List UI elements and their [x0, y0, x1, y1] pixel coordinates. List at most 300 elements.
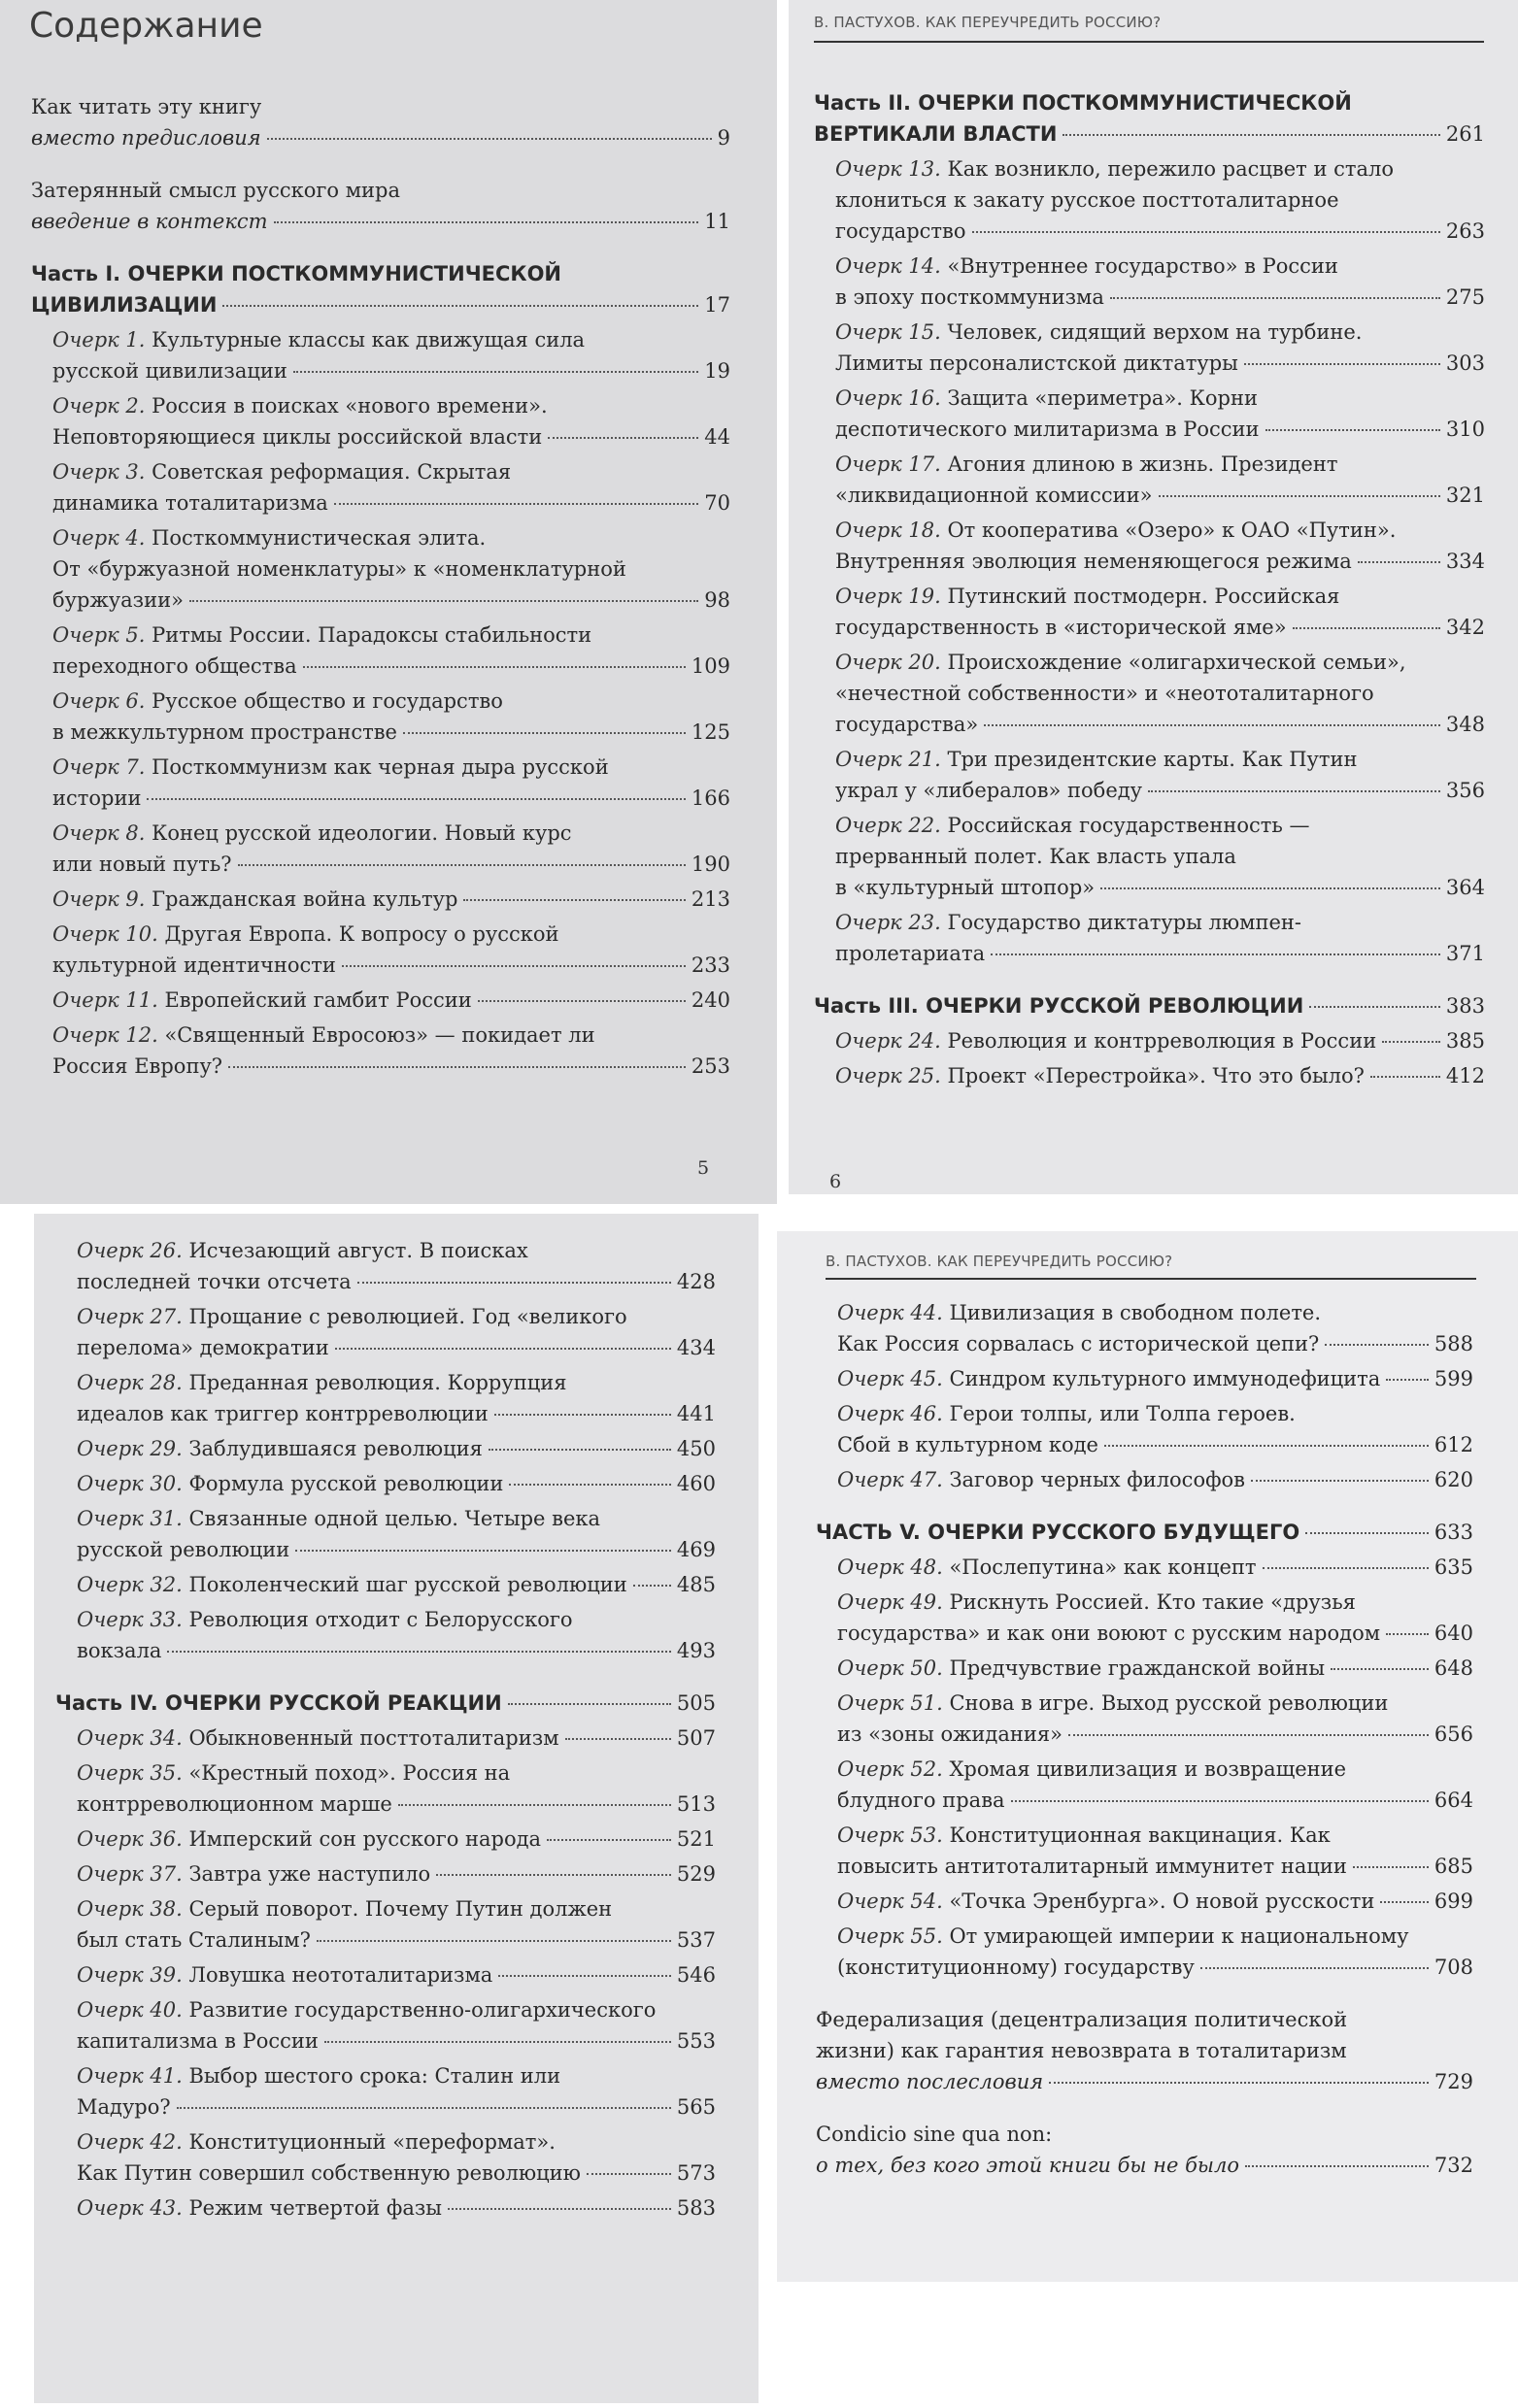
entry-line	[835, 546, 1485, 577]
entry-line	[835, 414, 1485, 445]
entry-line	[835, 383, 1485, 414]
essay-title: Посткоммунизм как черная дыра русской	[152, 755, 609, 779]
part-title: ЦИВИЛИЗАЦИИ	[31, 293, 218, 317]
dot-leader	[403, 732, 686, 734]
page-ref: 11	[704, 210, 730, 233]
essay-label: Очерк 55.	[837, 1924, 943, 1948]
dot-leader	[335, 1348, 671, 1350]
essay-title: Поколенческий шаг русской революции	[188, 1573, 627, 1596]
header-rule	[826, 1278, 1476, 1280]
essay-label: Очерк 12.	[52, 1023, 158, 1047]
entry-line	[52, 717, 730, 748]
essay-label: Очерк 37.	[77, 1862, 183, 1886]
dot-leader	[167, 1651, 670, 1653]
entry-title	[77, 2192, 442, 2224]
entry-line	[52, 950, 730, 981]
dot-leader	[222, 305, 698, 307]
essay-label: Очерк 3.	[52, 460, 146, 484]
toc-page-7	[34, 1214, 759, 2403]
essay-label: Очерк 53.	[837, 1823, 943, 1847]
essay-entry	[31, 619, 730, 682]
essay-title: Гражданская война культур	[152, 887, 458, 911]
page-ref: 685	[1434, 1855, 1473, 1878]
essay-label: Очерк 1.	[52, 328, 146, 351]
essay-title: Советская реформация. Скрытая	[152, 460, 512, 484]
entry-line	[835, 709, 1485, 740]
front-matter-entry	[31, 175, 730, 237]
entry-line	[52, 355, 730, 386]
dot-leader	[357, 1282, 671, 1284]
essay-entry	[816, 1820, 1473, 1882]
page-ref: 640	[1434, 1622, 1473, 1645]
essay-label: Очерк 13.	[835, 157, 941, 181]
essay-label: Очерк 19.	[835, 585, 941, 608]
toc-page-8	[777, 1231, 1518, 2282]
essay-title-end: пролетариата	[835, 942, 986, 965]
entry-line	[837, 1820, 1473, 1851]
essay-title-end: в «культурный штопор»	[835, 876, 1096, 899]
dot-leader	[1386, 1379, 1429, 1381]
entry-title	[77, 1959, 492, 1990]
dot-leader	[1244, 363, 1440, 365]
essay-title: Развитие государственно-олигархического	[188, 1998, 657, 2022]
page-ref: 553	[676, 2029, 716, 2053]
page-ref: 364	[1445, 876, 1485, 899]
essay-entry	[31, 390, 730, 452]
essay-title: Агония длиною в жизнь. Президент	[947, 452, 1338, 476]
entry-title	[77, 1468, 503, 1499]
essay-label: Очерк 29.	[77, 1437, 183, 1460]
entry-line: Condicio sine qua non:	[816, 2123, 1053, 2146]
page-ref: 546	[676, 1963, 716, 1987]
essay-entry	[814, 1060, 1485, 1091]
essay-title: Ритмы России. Парадоксы стабильности	[152, 623, 592, 647]
entry-line	[835, 907, 1485, 938]
page-ref: 233	[691, 953, 730, 977]
essay-title-end: капитализма в России	[77, 2029, 319, 2053]
essay-title-end: государства»	[835, 713, 979, 736]
dot-leader	[991, 953, 1440, 955]
entry-line	[52, 818, 730, 849]
front-matter-entry	[816, 2004, 1473, 2097]
dot-leader	[565, 1738, 671, 1740]
dot-leader	[1331, 1668, 1429, 1670]
essay-title-end: переходного общества	[52, 654, 297, 678]
page-ref: 537	[676, 1928, 716, 1952]
essay-entry	[31, 919, 730, 981]
dot-leader	[587, 2173, 671, 2175]
entry-title	[837, 1464, 1245, 1495]
essay-title-end: блудного права	[837, 1789, 1005, 1812]
entry-line	[52, 421, 730, 452]
essay-entry	[55, 1235, 716, 1297]
entry-line	[835, 1060, 1485, 1091]
entry-line	[77, 1789, 716, 1820]
entry-line: Часть I. ОЧЕРКИ ПОСТКОММУНИСТИЧЕСКОЙ	[31, 262, 562, 285]
essay-title: Предчувствие гражданской войны	[949, 1656, 1326, 1680]
essay-label: Очерк 6.	[52, 689, 146, 713]
essay-title: Конституционная вакцинация. Как	[949, 1823, 1331, 1847]
essay-title-end: перелома» демократии	[77, 1336, 329, 1359]
essay-label: Очерк 5.	[52, 623, 146, 647]
page-ref: 648	[1434, 1656, 1473, 1680]
essay-entry	[814, 1025, 1485, 1056]
essay-label: Очерк 21.	[835, 748, 941, 771]
part-title: ВЕРТИКАЛИ ВЛАСТИ	[814, 122, 1058, 146]
entry-line	[77, 2157, 716, 2189]
essay-title: Путинский постмодерн. Российская	[947, 585, 1340, 608]
entry-line	[837, 1363, 1473, 1394]
essay-title: «Внутреннее государство» в России	[947, 254, 1338, 278]
essay-entry	[816, 1363, 1473, 1394]
page-ref: 213	[691, 887, 730, 911]
essay-title: Русское общество и государство	[152, 689, 503, 713]
entry-subtitle: вместо послесловия	[816, 2070, 1044, 2093]
page-ref: 620	[1434, 1468, 1473, 1491]
essay-label: Очерк 8.	[52, 821, 146, 845]
essay-entry	[816, 1886, 1473, 1917]
entry-line	[816, 2066, 1473, 2097]
essay-title: Завтра уже наступило	[188, 1862, 431, 1886]
dot-leader	[1104, 1445, 1429, 1447]
essay-entry	[816, 1552, 1473, 1583]
dot-leader	[1293, 627, 1440, 629]
essay-label: Очерк 46.	[837, 1402, 943, 1425]
entry-line	[55, 1688, 716, 1719]
essay-entry	[816, 1921, 1473, 1983]
essay-entry	[55, 1994, 716, 2057]
entry-line	[837, 1688, 1473, 1719]
dot-leader	[972, 231, 1440, 233]
essay-title: Преданная революция. Коррупция	[188, 1371, 567, 1394]
entry-line	[52, 619, 730, 651]
page-ref: 321	[1445, 484, 1485, 507]
dot-leader	[324, 2041, 671, 2043]
part-entry	[55, 1688, 716, 1719]
essay-entry	[814, 251, 1485, 313]
essay-title-end: последней точки отсчета	[77, 1270, 352, 1293]
essay-title: Европейский гамбит России	[164, 988, 472, 1012]
page-ref: 612	[1434, 1433, 1473, 1456]
entry-line	[837, 1785, 1473, 1816]
entry-line	[835, 810, 1485, 841]
dot-leader	[1265, 429, 1440, 431]
page-ref: 656	[1434, 1722, 1473, 1746]
essay-title-end: Как Россия сорвалась с исторической цепи?	[837, 1332, 1320, 1355]
entry-line: Федерализация (децентрализация политической	[816, 2008, 1348, 2031]
entry-line	[835, 872, 1485, 903]
essay-title: Российская государственность —	[947, 814, 1310, 837]
page-ref: 253	[691, 1054, 730, 1078]
essay-title: Заблудившаяся революция	[188, 1437, 483, 1460]
entry-line: «нечестной собственности» и «неототалитарного	[835, 682, 1374, 705]
essay-label: Очерк 36.	[77, 1827, 183, 1851]
page-number: 5	[697, 1157, 710, 1179]
essay-title: Государство диктатуры люмпен-	[947, 911, 1301, 934]
essay-title-end: культурной идентичности	[52, 953, 336, 977]
dot-leader	[334, 503, 699, 505]
entry-line	[77, 2126, 716, 2157]
essay-title-end: динамика тоталитаризма	[52, 491, 328, 515]
entry-line	[816, 1517, 1473, 1548]
essay-title: Герои толпы, или Толпа героев.	[949, 1402, 1296, 1425]
dot-leader	[509, 1484, 670, 1486]
entry-line	[31, 122, 730, 153]
toc-list	[55, 1235, 716, 2224]
essay-title: Революция отходит с Белорусского	[188, 1608, 573, 1631]
essay-label: Очерк 51.	[837, 1691, 943, 1715]
essay-entry	[31, 522, 730, 616]
essay-title: Конец русской идеологии. Новый курс	[152, 821, 572, 845]
essay-label: Очерк 14.	[835, 254, 941, 278]
page-ref: 356	[1445, 779, 1485, 802]
essay-entry	[55, 2192, 716, 2224]
essay-title-end: контрреволюционном марше	[77, 1792, 392, 1816]
essay-entry	[55, 1367, 716, 1429]
page-ref: 434	[676, 1336, 716, 1359]
essay-title: Хромая цивилизация и возвращение	[949, 1757, 1347, 1781]
page-ref: 573	[676, 2161, 716, 2185]
essay-label: Очерк 28.	[77, 1371, 183, 1394]
entry-line	[835, 647, 1485, 678]
dot-leader	[494, 1414, 671, 1416]
entry-line	[835, 775, 1485, 806]
essay-label: Очерк 20.	[835, 651, 941, 674]
essay-label: Очерк 49.	[837, 1590, 943, 1614]
essay-label: Очерк 31.	[77, 1507, 183, 1530]
entry-title	[837, 1653, 1325, 1684]
essay-entry	[31, 818, 730, 880]
essay-title: Россия в поисках «нового времени».	[152, 394, 548, 418]
dot-leader	[633, 1585, 671, 1587]
essay-entry	[55, 2060, 716, 2123]
essay-title: Проект «Перестройка». Что это было?	[947, 1064, 1365, 1087]
essay-title-end: Россия Европу?	[52, 1054, 223, 1078]
page-ref: 729	[1434, 2070, 1473, 2093]
entry-line	[52, 324, 730, 355]
entry-line	[31, 289, 730, 320]
essay-title-end: (конституционному) государству	[837, 1956, 1195, 1979]
essay-entry	[55, 1604, 716, 1666]
essay-label: Очерк 32.	[77, 1573, 183, 1596]
entry-title	[837, 1552, 1257, 1583]
entry-line	[814, 990, 1485, 1021]
essay-title-end: был стать Сталиным?	[77, 1928, 311, 1952]
entry-line	[52, 651, 730, 682]
essay-title: Конституционный «переформат».	[188, 2130, 556, 2154]
entry-line	[835, 581, 1485, 612]
toc-page-6	[789, 0, 1518, 1194]
dot-leader	[1200, 1967, 1429, 1969]
entry-line: прерванный полет. Как власть упала	[835, 845, 1236, 868]
running-head: В. ПАСТУХОВ. КАК ПЕРЕУЧРЕДИТЬ РОССИЮ?	[814, 14, 1162, 31]
essay-title: Как возникло, пережило расцвет и стало	[947, 157, 1394, 181]
essay-label: Очерк 4.	[52, 526, 146, 550]
essay-title-end: в межкультурном пространстве	[52, 720, 397, 744]
entry-title	[52, 985, 472, 1016]
dot-leader	[303, 666, 686, 668]
entry-line	[77, 1823, 716, 1855]
dot-leader	[1245, 2165, 1429, 2167]
essay-title-end: Сбой в культурном коде	[837, 1433, 1098, 1456]
entry-line	[835, 449, 1485, 480]
essay-entry	[814, 515, 1485, 577]
essay-title: Снова в игре. Выход русской революции	[949, 1691, 1389, 1715]
essay-entry	[814, 449, 1485, 511]
dot-leader	[1353, 1866, 1429, 1868]
essay-title: Серый поворот. Почему Путин должен	[188, 1897, 613, 1921]
essay-label: Очерк 42.	[77, 2130, 183, 2154]
entry-line: От «буржуазной номенклатуры» к «номенклатурной	[52, 557, 626, 581]
essay-title: Три президентские карты. Как Путин	[947, 748, 1358, 771]
essay-label: Очерк 39.	[77, 1963, 183, 1987]
essay-title: «Точка Эренбурга». О новой русскости	[949, 1890, 1375, 1913]
dot-leader	[147, 798, 685, 800]
essay-label: Очерк 33.	[77, 1608, 183, 1631]
essay-label: Очерк 54.	[837, 1890, 943, 1913]
part-entry	[816, 1517, 1473, 1548]
essay-title: «Послепутина» как концепт	[949, 1555, 1257, 1579]
essay-label: Очерк 44.	[837, 1301, 943, 1324]
essay-entry	[55, 1959, 716, 1990]
front-matter-entry	[31, 91, 730, 153]
entry-line	[77, 1503, 716, 1534]
dot-leader	[548, 437, 698, 439]
entry-line	[837, 1851, 1473, 1882]
dot-leader	[295, 1550, 671, 1552]
essay-entry	[816, 1653, 1473, 1684]
part-entry	[31, 258, 730, 320]
dot-leader	[1386, 1633, 1429, 1635]
dot-leader	[1325, 1344, 1429, 1346]
entry-line	[77, 1468, 716, 1499]
page-ref: 44	[704, 425, 730, 449]
dot-leader	[498, 1975, 671, 1977]
essay-label: Очерк 7.	[52, 755, 146, 779]
essay-entry	[816, 1688, 1473, 1750]
essay-title-end: деспотического милитаризма в России	[835, 418, 1260, 441]
entry-title	[837, 1363, 1380, 1394]
essay-title: Происхождение «олигархической семьи»,	[947, 651, 1406, 674]
essay-label: Очерк 25.	[835, 1064, 941, 1087]
entry-line	[77, 1635, 716, 1666]
toc-page-5	[0, 0, 777, 1204]
entry-line	[835, 612, 1485, 643]
essay-entry	[31, 985, 730, 1016]
entry-line	[837, 1952, 1473, 1983]
dot-leader	[508, 1703, 671, 1705]
dot-leader	[398, 1804, 671, 1806]
dot-leader	[267, 138, 712, 140]
dot-leader	[1011, 1800, 1429, 1802]
dot-leader	[1309, 1006, 1440, 1008]
page-ref: 699	[1434, 1890, 1473, 1913]
entry-line	[835, 1025, 1485, 1056]
essay-label: Очерк 27.	[77, 1305, 183, 1328]
page-ref: 507	[676, 1726, 716, 1750]
entry-line	[52, 686, 730, 717]
part-title: ЧАСТЬ V. ОЧЕРКИ РУССКОГО БУДУЩЕГО	[816, 1521, 1300, 1544]
entry-title	[77, 1433, 483, 1464]
part-title: Часть III. ОЧЕРКИ РУССКОЙ РЕВОЛЮЦИИ	[814, 994, 1304, 1018]
dot-leader	[228, 1066, 686, 1068]
essay-label: Очерк 23.	[835, 911, 941, 934]
entry-line	[31, 206, 730, 237]
page-ref: 240	[691, 988, 730, 1012]
dot-leader	[1148, 790, 1440, 792]
essay-entry	[814, 581, 1485, 643]
essay-title: Культурные классы как движущая сила	[152, 328, 586, 351]
entry-line	[52, 456, 730, 487]
page-ref: 310	[1445, 418, 1485, 441]
essay-title: Исчезающий август. В поисках	[188, 1239, 528, 1262]
essay-title: Заговор черных философов	[949, 1468, 1245, 1491]
dot-leader	[1263, 1567, 1429, 1569]
essay-label: Очерк 47.	[837, 1468, 943, 1491]
essay-title: Другая Европа. К вопросу о русской	[164, 922, 559, 946]
entry-line	[77, 1367, 716, 1398]
entry-line	[837, 1618, 1473, 1649]
running-head: В. ПАСТУХОВ. КАК ПЕРЕУЧРЕДИТЬ РОССИЮ?	[826, 1253, 1173, 1270]
dot-leader	[1358, 561, 1440, 563]
entry-subtitle: о тех, без кого этой книги бы не было	[816, 2154, 1240, 2177]
essay-label: Очерк 41.	[77, 2064, 183, 2088]
essay-title-end: государства» и как они воюют с русским народом	[837, 1622, 1381, 1645]
essay-label: Очерк 52.	[837, 1757, 943, 1781]
essay-label: Очерк 24.	[835, 1029, 941, 1053]
page-ref: 469	[676, 1538, 716, 1561]
toc-list	[814, 87, 1485, 1091]
dot-leader	[1049, 2082, 1429, 2084]
entry-line	[77, 1924, 716, 1956]
essay-label: Очерк 11.	[52, 988, 158, 1012]
page-ref: 348	[1445, 713, 1485, 736]
essay-title: Синдром культурного иммунодефицита	[949, 1367, 1381, 1390]
essay-entry	[31, 1020, 730, 1082]
entry-line	[835, 515, 1485, 546]
page-ref: 303	[1445, 351, 1485, 375]
essay-title: Прощание с революцией. Год «великого	[188, 1305, 627, 1328]
entry-line	[77, 1757, 716, 1789]
essay-title-end: или новый путь?	[52, 853, 232, 876]
entry-line	[835, 251, 1485, 282]
essay-entry	[814, 317, 1485, 379]
essay-title-end: Лимиты персоналистской диктатуры	[835, 351, 1238, 375]
page-ref: 428	[676, 1270, 716, 1293]
page-ref: 441	[676, 1402, 716, 1425]
page-ref: 635	[1434, 1555, 1473, 1579]
essay-title: Связанные одной целью. Четыре века	[188, 1507, 601, 1530]
essay-label: Очерк 40.	[77, 1998, 183, 2022]
page-ref: 583	[676, 2196, 716, 2220]
essay-entry	[814, 647, 1485, 740]
entry-line	[52, 849, 730, 880]
entry-title	[77, 1823, 541, 1855]
page-ref: 98	[704, 588, 730, 612]
entry-line	[52, 390, 730, 421]
entry-line	[835, 938, 1485, 969]
essay-title: Выбор шестого срока: Сталин или	[188, 2064, 561, 2088]
essay-label: Очерк 45.	[837, 1367, 943, 1390]
entry-line	[52, 487, 730, 518]
entry-line	[52, 522, 730, 553]
essay-title-end: Внутренняя эволюция неменяющегося режима	[835, 550, 1352, 573]
dot-leader	[1100, 887, 1440, 889]
page-ref: 383	[1445, 994, 1485, 1018]
essay-label: Очерк 10.	[52, 922, 158, 946]
essay-entry	[55, 1433, 716, 1464]
entry-line	[52, 585, 730, 616]
